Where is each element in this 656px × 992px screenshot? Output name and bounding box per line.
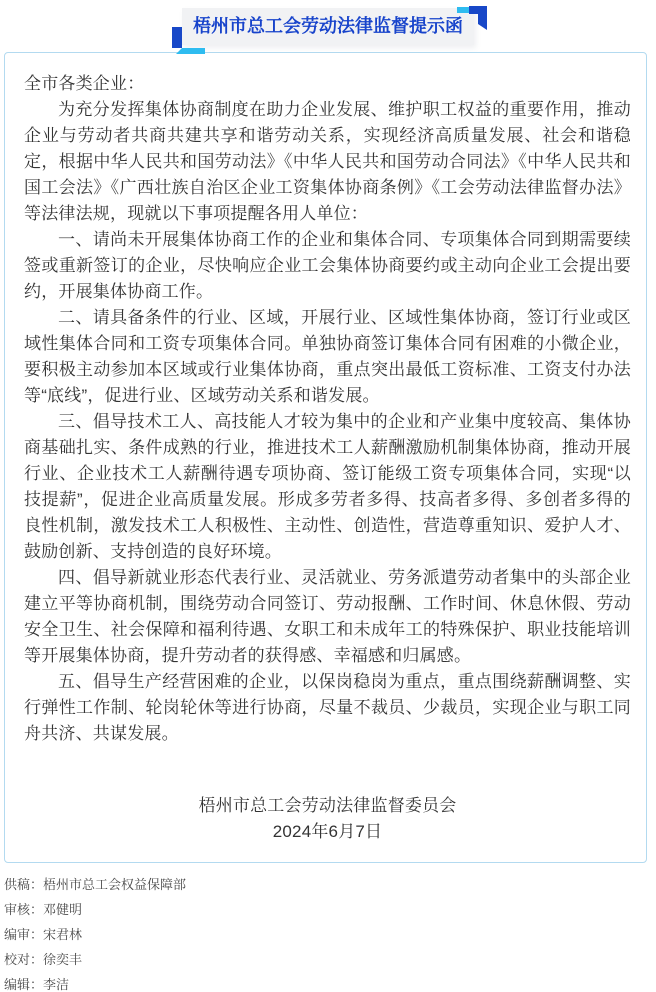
banner-deco-left-cyan-bar xyxy=(176,48,205,54)
credit-line-contributor: 供稿：梧州市总工会权益保障部 xyxy=(4,877,187,892)
letter-paragraph-4: 四、倡导新就业形态代表行业、灵活就业、劳务派遣劳动者集中的头部企业建立平等协商机制，围绕劳动合同签订、劳动报酬、工作时间、休息休假、劳动安全卫生、社会保障和福利待遇、女职工和未成年工的特殊保护、职业技能培训等开展集体协商，提升劳动者的获得感、幸福感和归属感。 xyxy=(24,568,631,665)
letter-salutation: 全市各类企业： xyxy=(24,74,145,93)
signature-block xyxy=(24,793,631,845)
letter-paragraph-5: 五、倡导生产经营困难的企业，以保岗稳岗为重点，重点围绕薪酬调整、实行弹性工作制、轮岗轮休等进行协商，尽量不裁员、少裁员，实现企业与职工同舟共济、共谋发展。 xyxy=(24,672,631,743)
credit-line-editor: 编辑：李洁 xyxy=(4,977,70,992)
credit-line-reviewer: 审核：邓健明 xyxy=(4,902,83,917)
banner-deco-left-blue-bar xyxy=(172,27,182,48)
letter-paragraph-2: 二、请具备条件的行业、区域，开展行业、区域性集体协商，签订行业或区域性集体合同和工资专项集体合同。单独协商签订集体合同有困难的小微企业，要积极主动参加本区域或行业集体协商，重点突出最低工资标准、工资支付办法等“底线”，促进行业、区域劳动关系和谐发展。 xyxy=(24,308,631,405)
letter-paragraph-intro: 为充分发挥集体协商制度在助力企业发展、维护职工权益的重要作用，推动企业与劳动者共商共建共享和谐劳动关系，实现经济高质量发展、社会和谐稳定，根据中华人民共和国劳动法》《中华人民共和国劳动合同法》《中华人民共和国工会法》《广西壮族自治区企业工资集体协商条例》《工会劳动法律监督办法》等法律法规，现就以下事项提醒各用人单位： xyxy=(24,100,631,223)
letter-body xyxy=(4,52,647,863)
banner-deco-right-blue-bar xyxy=(478,6,487,30)
credit-line-proofreader: 校对：徐奕丰 xyxy=(4,952,83,967)
page-title: 梧州市总工会劳动法律监督提示函 xyxy=(193,16,463,36)
letter-paragraph-1: 一、请尚未开展集体协商工作的企业和集体合同、专项集体合同到期需要续签或重新签订的企业，尽快响应企业工会集体协商要约或主动向企业工会提出要约，开展集体协商工作。 xyxy=(24,230,631,301)
letter-paragraph-3: 三、倡导技术工人、高技能人才较为集中的企业和产业集中度较高、集体协商基础扎实、条件成熟的行业，推进技术工人薪酬激励机制集体协商，推动开展行业、企业技术工人薪酬待遇专项协商、签订能级工资专项集体合同，实现“以技提薪”，促进企业高质量发展。形成多劳者多得、技高者多得、多创者多得的良性机制，激发技术工人积极性、主动性、创造性，营造尊重知识、爱护人才、鼓励创新、支持创造的良好环境。 xyxy=(24,412,631,561)
signature-org: 梧州市总工会劳动法律监督委员会 xyxy=(198,796,457,815)
credits-footer xyxy=(4,872,186,992)
title-banner xyxy=(182,8,474,45)
signature-date: 2024年6月7日 xyxy=(272,822,383,841)
title-banner-box xyxy=(182,8,474,45)
credit-line-editor-in-chief: 编审：宋君林 xyxy=(4,927,83,942)
